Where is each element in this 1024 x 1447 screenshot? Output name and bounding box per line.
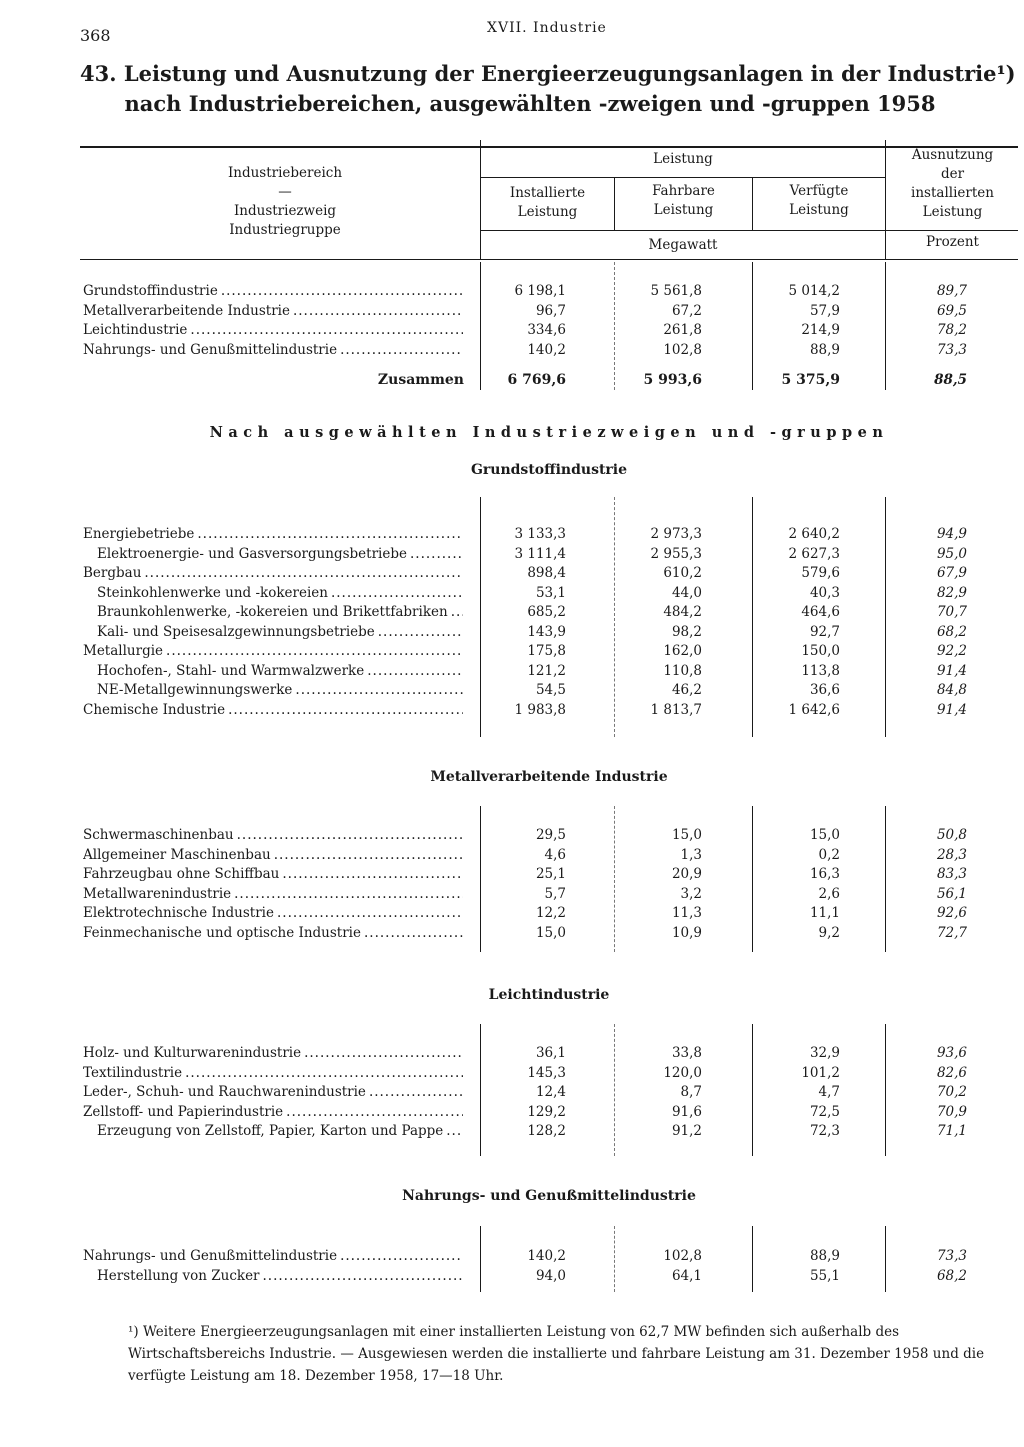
leader-dots (364, 925, 463, 941)
row-label: Hochofen-, Stahl- und Warmwalzwerke ..... (97, 663, 463, 679)
col-divider (752, 177, 753, 230)
installierte-value: 54,5 (535, 682, 566, 698)
ausnutzung-value: 94,9 (936, 526, 967, 542)
fahrbare-value: 5 561,8 (650, 283, 702, 299)
fahrbare-value: 11,3 (671, 905, 702, 921)
row-label: Braunkohlenwerke, -kokereien und Brikettfabriken ..... (97, 604, 463, 620)
row-label: Steinkohlenwerke und -kokereien ..... (97, 585, 463, 601)
ausnutzung-value: 73,3 (936, 1248, 967, 1264)
fahrbare-value: 610,2 (663, 565, 702, 581)
verfuegte-value: 36,6 (809, 682, 840, 698)
installierte-value: 685,2 (527, 604, 566, 620)
subheader-rule (480, 230, 1018, 231)
leader-dots (286, 1104, 463, 1120)
verfuegte-value: 92,7 (809, 623, 840, 640)
verfuegte-value: 40,3 (809, 584, 840, 601)
installierte-value: 898,4 (527, 565, 566, 581)
leader-dots (340, 1248, 463, 1264)
fahrbare-value: 46,2 (671, 682, 702, 698)
section-title: Metallverarbeitende Industrie (430, 769, 668, 785)
fahrbare-value: 1,3 (680, 846, 702, 863)
installierte-value: 1 983,8 (514, 701, 566, 718)
spaced-section-heading: Nach ausgewählten Industriezweigen und -gruppen (209, 424, 889, 441)
section-title: Nahrungs- und Genußmittelindustrie (402, 1188, 696, 1204)
row-label: Fahrzeugbau ohne Schiffbau ..... (83, 866, 463, 882)
installierte-header: Installierte Leistung (509, 185, 586, 220)
row-label: NE-Metallgewinnungswerke ..... (97, 682, 463, 698)
ausnutzung-value: 82,6 (936, 1064, 967, 1081)
verfuegte-value: 15,0 (809, 827, 840, 843)
verfuegte-value: 2 640,2 (788, 526, 840, 542)
fahrbare-value: 2 973,3 (650, 526, 702, 542)
ausnutzung-value: 91,4 (936, 701, 967, 718)
installierte-value: 129,2 (527, 1103, 566, 1120)
page-number: 368 (80, 26, 111, 45)
installierte-value: 4,6 (544, 846, 566, 863)
fahrbare-value: 64,1 (671, 1267, 702, 1284)
verfuegte-value: 72,3 (809, 1123, 840, 1139)
ausnutzung-value: 68,2 (936, 623, 967, 640)
row-label: Metallurgie ..... (83, 643, 463, 659)
row-label: Nahrungs- und Genußmittelindustrie ..... (83, 342, 463, 358)
installierte-value: 121,2 (527, 662, 566, 679)
leader-dots (144, 565, 463, 581)
fahrbare-value: 484,2 (663, 604, 702, 620)
leader-dots (190, 322, 463, 338)
unit-megawatt: Megawatt (648, 237, 718, 253)
fahrbare-value: 102,8 (663, 341, 702, 358)
verfuegte-value: 1 642,6 (788, 701, 840, 718)
fahrbare-value: 1 813,7 (650, 701, 702, 718)
fahrbare-value: 261,8 (663, 322, 702, 338)
leader-dots (166, 643, 463, 659)
row-label: Bergbau ..... (83, 565, 463, 581)
col-divider (885, 806, 886, 952)
col-divider (752, 1226, 753, 1292)
ausnutzung-value: 83,3 (936, 866, 967, 882)
col-divider (885, 497, 886, 737)
fahrbare-value: 110,8 (663, 662, 702, 679)
col-divider (614, 1226, 615, 1292)
table-title-line-2: nach Industriebereichen, ausgewählten -zweigen und -gruppen 1958 (124, 91, 936, 116)
installierte-value: 145,3 (527, 1064, 566, 1081)
leader-dots (237, 827, 463, 843)
leader-dots (185, 1065, 463, 1081)
row-label: Chemische Industrie ..... (83, 702, 463, 718)
row-label: Allgemeiner Maschinenbau ..... (83, 847, 463, 863)
row-label: Feinmechanische und optische Industrie ..... (83, 925, 463, 941)
verfuegte-value: 113,8 (801, 662, 840, 679)
verfuegte-value: 464,6 (801, 604, 840, 620)
installierte-value: 334,6 (527, 322, 566, 338)
installierte-value: 96,7 (535, 302, 566, 319)
col-divider (480, 140, 481, 260)
fahrbare-value: 91,2 (671, 1123, 702, 1139)
verfuegte-value: 32,9 (809, 1045, 840, 1061)
ausnutzung-value: 89,7 (936, 283, 967, 299)
row-label: Leder-, Schuh- und Rauchwarenindustrie ..... (83, 1084, 463, 1100)
verfuegte-value: 2 627,3 (788, 545, 840, 562)
row-label: Erzeugung von Zellstoff, Papier, Karton und Pappe ..... (97, 1123, 463, 1139)
fahrbare-value: 10,9 (671, 924, 702, 941)
col-divider (885, 1226, 886, 1292)
verfuegte-value: 4,7 (818, 1084, 840, 1100)
col-divider (480, 806, 481, 952)
row-label: Nahrungs- und Genußmittelindustrie ..... (83, 1248, 463, 1264)
leader-dots (331, 585, 463, 601)
leader-dots (340, 342, 463, 358)
ausnutzung-value: 92,6 (936, 905, 967, 921)
leader-dots (197, 526, 463, 542)
verfuegte-value: 2,6 (818, 885, 840, 902)
leader-dots (221, 283, 463, 299)
leader-dots (228, 702, 463, 718)
col-divider (752, 1024, 753, 1156)
fahrbare-value: 15,0 (671, 827, 702, 843)
ausnutzung-value: 72,7 (936, 924, 967, 941)
col-divider (614, 806, 615, 952)
verfuegte-value: 72,5 (809, 1103, 840, 1120)
col-divider (614, 1024, 615, 1156)
installierte-value: 3 133,3 (514, 526, 566, 542)
col-divider (614, 262, 615, 390)
installierte-value: 140,2 (527, 1248, 566, 1264)
ausnutzung-value: 70,7 (936, 604, 967, 620)
leader-dots (295, 682, 463, 698)
ausnutzung-value: 70,9 (936, 1103, 967, 1120)
ausnutzung-value: 78,2 (936, 322, 967, 338)
installierte-value: 12,2 (535, 905, 566, 921)
unit-prozent: Prozent (926, 234, 979, 250)
header-top-rule (80, 146, 1018, 148)
col-divider (885, 140, 886, 260)
leader-dots (369, 1084, 463, 1100)
row-label: Metallwarenindustrie ..... (83, 886, 463, 902)
footnote: ¹) Weitere Energieerzeugungsanlagen mit einer installierten Leistung von 62,7 MW befinden sich außerhalb des Wirtschaftsbereichs Industrie. — Ausgewiesen werden die installierte und fahrbare Leistung am 31. Dezember 1958 und die verfügte Leistung am 18. Dezember 1958, 17—18 Uhr. (128, 1324, 985, 1384)
col-divider (752, 806, 753, 952)
row-label: Herstellung von Zucker ..... (97, 1268, 463, 1284)
leader-dots (446, 1123, 463, 1139)
leader-dots (451, 604, 463, 620)
verfuegte-value: 214,9 (801, 322, 840, 338)
leader-dots (293, 303, 463, 319)
fahrbare-value: 67,2 (671, 302, 702, 319)
col-divider (752, 497, 753, 737)
ausnutzung-value: 68,2 (936, 1267, 967, 1284)
col-divider (480, 1226, 481, 1292)
fahrbare-value: 102,8 (663, 1248, 702, 1264)
installierte-value: 15,0 (535, 924, 566, 941)
verfuegte-value: 579,6 (801, 565, 840, 581)
verfuegte-value: 55,1 (809, 1267, 840, 1284)
verfuegte-value: 88,9 (809, 341, 840, 358)
verfuegte-header: Verfügte Leistung (789, 183, 849, 218)
total-ausnutzung: 88,5 (934, 372, 967, 388)
ausnutzung-header: Ausnutzung der installierten Leistung (911, 147, 994, 220)
leader-dots (277, 905, 463, 921)
installierte-value: 128,2 (527, 1123, 566, 1139)
row-label: Elektroenergie- und Gasversorgungsbetriebe ..... (97, 546, 463, 562)
ausnutzung-value: 82,9 (936, 584, 967, 601)
fahrbare-value: 2 955,3 (650, 545, 702, 562)
leistung-underline (480, 177, 885, 178)
col-divider (480, 262, 481, 390)
installierte-value: 29,5 (535, 827, 566, 843)
fahrbare-value: 20,9 (671, 866, 702, 882)
ausnutzung-value: 28,3 (936, 846, 967, 863)
ausnutzung-value: 84,8 (936, 682, 967, 698)
installierte-value: 53,1 (535, 584, 566, 601)
verfuegte-value: 16,3 (809, 866, 840, 882)
installierte-value: 36,1 (535, 1045, 566, 1061)
verfuegte-value: 5 014,2 (788, 283, 840, 299)
ausnutzung-value: 95,0 (936, 545, 967, 562)
ausnutzung-value: 67,9 (936, 565, 967, 581)
verfuegte-value: 150,0 (801, 643, 840, 659)
ausnutzung-value: 50,8 (936, 827, 967, 843)
installierte-value: 94,0 (535, 1267, 566, 1284)
leader-dots (282, 866, 463, 882)
verfuegte-value: 9,2 (818, 924, 840, 941)
fahrbare-value: 120,0 (663, 1064, 702, 1081)
leader-dots (234, 886, 463, 902)
installierte-value: 175,8 (527, 643, 566, 659)
ausnutzung-value: 69,5 (936, 302, 967, 319)
fahrbare-value: 98,2 (671, 623, 702, 640)
section-title: Grundstoffindustrie (470, 462, 628, 478)
row-label: Leichtindustrie ..... (83, 322, 463, 338)
fahrbare-value: 8,7 (680, 1084, 702, 1100)
installierte-value: 5,7 (544, 885, 566, 902)
row-label: Textilindustrie ..... (83, 1065, 463, 1081)
col-divider (752, 262, 753, 390)
verfuegte-value: 88,9 (809, 1248, 840, 1264)
verfuegte-value: 0,2 (818, 846, 840, 863)
verfuegte-value: 101,2 (801, 1064, 840, 1081)
installierte-value: 25,1 (535, 866, 566, 882)
ausnutzung-value: 91,4 (936, 662, 967, 679)
ausnutzung-value: 92,2 (936, 643, 967, 659)
leader-dots (274, 847, 463, 863)
row-label: Grundstoffindustrie ..... (83, 283, 463, 299)
col-divider (614, 177, 615, 230)
total-fahrbare: 5 993,6 (643, 372, 702, 388)
installierte-value: 143,9 (527, 623, 566, 640)
leader-dots (367, 663, 463, 679)
col-divider (614, 497, 615, 737)
row-label: Schwermaschinenbau ..... (83, 827, 463, 843)
ausnutzung-value: 73,3 (936, 341, 967, 358)
ausnutzung-value: 93,6 (936, 1045, 967, 1061)
total-verfuegte: 5 375,9 (781, 372, 840, 388)
ausnutzung-value: 70,2 (936, 1084, 967, 1100)
header-bottom-rule (80, 259, 1018, 260)
leistung-header: Leistung (653, 151, 713, 167)
fahrbare-value: 91,6 (671, 1103, 702, 1120)
row-label: Zellstoff- und Papierindustrie ..... (83, 1104, 463, 1120)
leader-dots (304, 1045, 463, 1061)
section-title: Leichtindustrie (488, 987, 610, 1003)
row-label: Kali- und Speisesalzgewinnungsbetriebe ..... (97, 624, 463, 640)
col-divider (480, 497, 481, 737)
verfuegte-value: 11,1 (809, 905, 840, 921)
leader-dots (410, 546, 463, 562)
ausnutzung-value: 71,1 (936, 1123, 967, 1139)
running-header: XVII. Industrie (487, 20, 607, 36)
leader-dots (378, 624, 463, 640)
row-label: Elektrotechnische Industrie ..... (83, 905, 463, 921)
fahrbare-value: 162,0 (663, 643, 702, 659)
table-title-line-1: 43. Leistung und Ausnutzung der Energieerzeugungsanlagen in der Industrie¹) (80, 61, 1016, 86)
col-divider (885, 262, 886, 390)
stub-header: Industriebereich — Industriezweig Industriegruppe (227, 165, 343, 238)
ausnutzung-value: 56,1 (936, 885, 967, 902)
installierte-value: 6 198,1 (514, 283, 566, 299)
fahrbare-value: 33,8 (671, 1045, 702, 1061)
total-label: Zusammen (377, 372, 464, 388)
installierte-value: 3 111,4 (514, 545, 566, 562)
fahrbare-value: 3,2 (680, 885, 702, 902)
row-label: Energiebetriebe ..... (83, 526, 463, 542)
leader-dots (263, 1268, 463, 1284)
installierte-value: 12,4 (535, 1084, 566, 1100)
row-label: Holz- und Kulturwarenindustrie ..... (83, 1045, 463, 1061)
installierte-value: 140,2 (527, 341, 566, 358)
row-label: Metallverarbeitende Industrie ..... (83, 303, 463, 319)
col-divider (480, 1024, 481, 1156)
fahrbare-value: 44,0 (671, 584, 702, 601)
col-divider (885, 1024, 886, 1156)
total-installierte: 6 769,6 (507, 372, 566, 388)
fahrbare-header: Fahrbare Leistung (652, 183, 715, 218)
verfuegte-value: 57,9 (809, 302, 840, 319)
